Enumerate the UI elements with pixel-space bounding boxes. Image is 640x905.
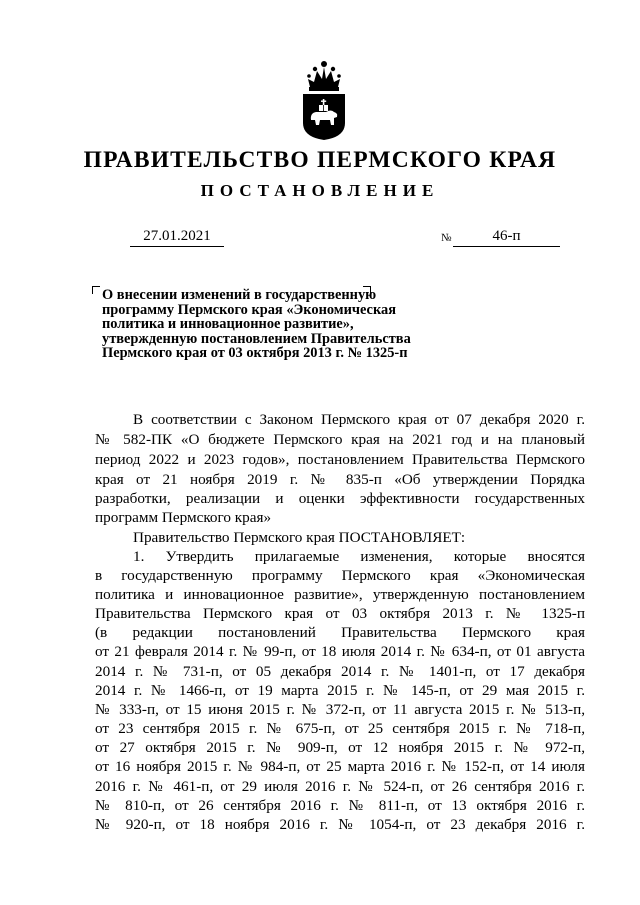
body-line: края от 21 ноября 2019 г. № 835-п «Об утверждении Порядка [95, 471, 585, 488]
body-line: № 920-п, от 18 ноября 2016 г. № 1054-п, от 23 декабря 2016 г. [95, 816, 585, 833]
body-line: № 810-п, от 26 сентября 2016 г. № 811-п, от 13 октября 2016 г. [95, 797, 585, 814]
body-line: Правительства Пермского края от 03 октября 2013 г. № 1325-п [95, 605, 585, 622]
body-line: 2014 г. № 731-п, от 05 декабря 2014 г. № 1401-п, от 17 декабря [95, 663, 585, 680]
body-line: от 21 февраля 2014 г. № 99-п, от 18 июля 2014 г. № 634-п, от 01 августа [95, 643, 585, 660]
body-line: политика и инновационное развитие», утвержденную постановлением [95, 586, 585, 603]
subject-line: О внесении изменений в государственную [102, 287, 377, 303]
number-sign: № [441, 232, 452, 244]
document-number: 46-п [453, 228, 560, 247]
subject-line: Пермского края от 03 октября 2013 г. № 1325-п [102, 345, 408, 362]
body-line: разработки, реализации и оценки эффективности государственных [95, 490, 585, 507]
subject-line: программу Пермского края «Экономическая [102, 301, 396, 318]
body-line: от 27 октября 2015 г. № 909-п, от 12 ноября 2015 г. № 972-п, [95, 739, 585, 756]
coat-of-arms-icon [296, 57, 352, 141]
subject-line: утвержденную постановлением Правительства [102, 330, 411, 347]
subject-corner-left [92, 286, 100, 294]
body-line: (в редакции постановлений Правительства Пермского края [95, 624, 585, 641]
body-line: от 16 ноября 2015 г. № 984-п, от 25 марта 2016 г. № 152-п, от 14 июля [95, 758, 585, 775]
subject-line: политика и инновационное развитие», [102, 316, 354, 333]
body-line: в государственную программу Пермского края «Экономическая [95, 567, 585, 584]
body-line: 2016 г. № 461-п, от 29 июля 2016 г. № 524-п, от 26 сентября 2016 г. [95, 778, 585, 795]
document-type: ПОСТАНОВЛЕНИЕ [200, 181, 440, 200]
body-line: период 2022 и 2023 годов», постановлением Правительства Пермского [95, 451, 585, 468]
body-line: Правительство Пермского края ПОСТАНОВЛЯЕТ: [133, 529, 466, 546]
body-line: 2014 г. № 1466-п, от 19 марта 2015 г. № 145-п, от 29 мая 2015 г. [95, 682, 585, 699]
document-subject [102, 288, 452, 361]
body-line: программ Пермского края» [95, 509, 272, 526]
body-line: от 23 сентября 2015 г. № 675-п, от 25 сентября 2015 г. № 718-п, [95, 720, 585, 737]
document-date: 27.01.2021 [130, 228, 224, 247]
body-line: № 582-ПК «О бюджете Пермского края на 2021 год и на плановый [95, 431, 585, 448]
body-line: В соответствии с Законом Пермского края от 07 декабря 2020 г. [133, 411, 585, 428]
body-line: № 333-п, от 15 июня 2015 г. № 372-п, от 11 августа 2015 г. № 513-п, [95, 701, 585, 718]
government-title: ПРАВИТЕЛЬСТВО ПЕРМСКОГО КРАЯ [83, 147, 557, 173]
body-line: 1. Утвердить прилагаемые изменения, которые вносятся [133, 548, 585, 565]
